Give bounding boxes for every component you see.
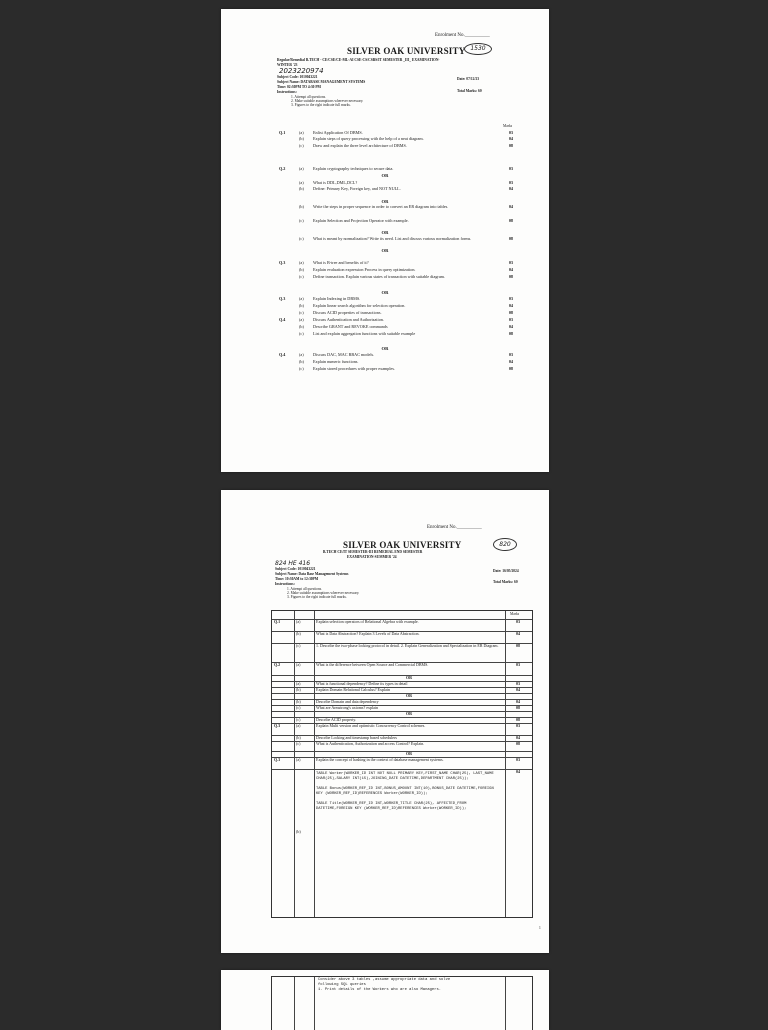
question-text: Explain Domain Relational Calculus? Explain: [316, 687, 390, 692]
exam-header-line-2: EXAMINATION-SUMMER '24: [347, 555, 397, 559]
question-table: [271, 610, 533, 918]
marks-header: Marks: [510, 612, 520, 616]
question-marks: 03: [516, 723, 520, 728]
question-marks: 03: [508, 317, 513, 322]
question-part: (c): [296, 717, 301, 722]
question-marks: 08: [508, 236, 513, 241]
question-part: (c): [299, 310, 304, 315]
question-marks: 04: [508, 324, 513, 329]
question-marks: 03: [508, 260, 513, 265]
question-marks: 03: [508, 166, 513, 171]
marks-header: Marks: [503, 124, 513, 128]
question-text: 1. Describe the two-phase locking protocol in detail. 2. Explain Generalization and Specialization in ER Diagram.: [316, 643, 499, 648]
instruction-3: 3. Figures to the right indicate full marks.: [287, 595, 347, 599]
question-marks: 08: [508, 331, 513, 336]
sql-table-definitions: [316, 772, 502, 818]
question-part: (a): [299, 130, 304, 135]
question-part: (c): [299, 236, 304, 241]
or-separator: OR: [381, 248, 389, 253]
question-number: Q.3: [279, 260, 286, 265]
question-part: (b): [299, 267, 304, 272]
or-separator: OR: [381, 173, 389, 178]
question-text: What is DDL,DML,DCL?: [313, 180, 358, 185]
question-marks: 03: [516, 681, 520, 686]
question-marks: 04: [508, 359, 513, 364]
question-text: OR: [406, 711, 412, 716]
question-part: (c): [299, 274, 304, 279]
question-number: Q.3: [279, 296, 286, 301]
question-text: Describe Domain and data dependency: [316, 699, 379, 704]
question-marks: 03: [508, 180, 513, 185]
question-text: Explain stored procedures with proper examples.: [313, 366, 396, 371]
instruction-2: 2. Make suitable assumptions wherever necessary.: [287, 591, 360, 595]
subject-code: Subject Code: 1010043221: [275, 567, 316, 571]
question-text: Enlist Application Of DBMS.: [313, 130, 363, 135]
sql-table-definition: TABLE Bonus(WORKER_REF_ID INT,BONUS_AMOUNT INT(10),BONUS_DATE DATETIME,FOREIGN KEY (WORKER_REF_ID)REFERENCES Worker(WORKER_ID));: [316, 787, 494, 796]
question-part: (b): [296, 631, 301, 636]
question-marks: 08: [516, 705, 520, 710]
question-text: Explain the concept of hashing in the context of database management systems.: [316, 757, 444, 762]
subject-name: Subject Name: DATABASE MANAGEMENT SYSTEMS: [277, 80, 366, 84]
question-text: What is B-tree and benefits of it?: [313, 260, 369, 265]
sql-table-definition: TABLE Worker(WORKER_ID INT NOT NULL PRIMARY KEY,FIRST_NAME CHAR(25), LAST_NAME CHAR(25),SALARY INT(15),JOINING_DATE DATETIME,DEPARTMENT CHAR(25));: [316, 772, 494, 781]
question-part: (b): [296, 687, 301, 692]
university-name: SILVER OAK UNIVERSITY: [343, 540, 462, 550]
enrollment-label: Enrolment No.__________: [435, 33, 490, 38]
or-separator: OR: [381, 230, 389, 235]
exam-time: Time: 02:30PM TO 4:30 PM: [277, 85, 321, 89]
exam-paper-winter-23: [221, 9, 549, 472]
total-marks: Total Marks: 60: [493, 580, 518, 584]
question-text: Explain linear search algorithm for selection operation.: [313, 303, 406, 308]
exam-title-line: Regular/Remedial B.TECH - CE/CSE/CE-ML-AI CSE-CS/CSBS/IT SEMESTER _III_ EXAMINATION-: [277, 58, 440, 62]
question-number: Q.3: [274, 723, 281, 728]
question-part: (a): [299, 352, 304, 357]
question-text: Explain Selection and Projection Operator with example.: [313, 218, 409, 223]
enrollment-label: Enrolment No.__________: [427, 525, 482, 530]
question-row: [279, 187, 519, 199]
question-part: (a): [296, 681, 301, 686]
question-number: Q.2: [274, 662, 281, 667]
question-text: OR: [406, 675, 412, 680]
question-marks: 03: [508, 296, 513, 301]
question-text: What is Authentication, Authorization and access Control? Explain.: [316, 741, 425, 746]
question-part: (b): [296, 735, 301, 740]
exam-date: Date: 16/05/2024: [493, 569, 519, 573]
question-text: OR: [406, 693, 412, 698]
question-row: [272, 643, 532, 654]
question-marks: 08: [508, 310, 513, 315]
question-text: Write the steps in proper sequence in order to convert an ER diagram into tables.: [313, 204, 449, 209]
question-number: Q.4: [279, 352, 286, 357]
question-text: Draw and explain the three level architecture of DBMS.: [313, 143, 407, 148]
question-marks: 08: [508, 143, 513, 148]
question-part: (a): [296, 723, 301, 728]
question-row: [272, 757, 532, 768]
instruction-2: 2. Make suitable assumptions wherever necessary.: [291, 99, 364, 103]
question-part: (a): [299, 296, 304, 301]
question-text: Explain steps of query processing with the help of a neat diagram.: [313, 136, 424, 141]
question-marks: 04: [516, 769, 520, 774]
or-separator: OR: [381, 199, 389, 204]
question-text: What is the difference between Open Source and Commercial DBMS.: [316, 662, 429, 667]
page-number: 1: [539, 926, 541, 930]
question-text: What is functional dependency? Define its types in detail: [316, 681, 408, 686]
total-marks: Total Marks: 60: [457, 89, 482, 93]
question-text: What are Armstrong's axioms? explain: [316, 705, 379, 710]
question-part: (b): [299, 359, 304, 364]
instructions-label: Instructions:: [277, 90, 297, 94]
question-text: OR: [406, 751, 412, 756]
question-marks: 03: [516, 619, 520, 624]
handwritten-circle-note: 1530: [464, 43, 492, 55]
handwritten-number: 2023220974: [279, 67, 324, 75]
question-number: Q.4: [279, 317, 286, 322]
question-part: (c): [296, 643, 301, 648]
instructions-label: Instructions:: [275, 582, 295, 586]
exam-header-line-1: B.TECH CE/IT SEMESTER-III REMEDIAL END SEMESTER: [323, 550, 423, 554]
question-part: (c): [296, 705, 301, 710]
question-text: List and explain aggregation functions with suitable example: [313, 331, 416, 336]
sql-table-definition: TABLE Title(WORKER_REF_ID INT,WORKER_TITLE CHAR(25), AFFECTED_FROM DATETIME,FOREIGN KEY (WORKER_REF_ID)REFERENCES Worker(WORKER_ID));: [316, 802, 467, 811]
question-marks: 03: [508, 352, 513, 357]
question-part: (a): [299, 180, 304, 185]
question-text: Explain evaluation expression Process in query optimization.: [313, 267, 416, 272]
exam-paper-page-2-partial: [221, 970, 549, 1030]
question-part: (b): [299, 324, 304, 329]
question-marks: 03: [516, 757, 520, 762]
question-marks: 04: [508, 136, 513, 141]
instruction-1: 1. Attempt all questions.: [291, 95, 327, 99]
handwritten-circle-note: 820: [493, 538, 517, 551]
question-part: (a): [296, 757, 301, 762]
question-row: [272, 723, 532, 734]
question-marks: 03: [508, 130, 513, 135]
question-text: What is meant by normalization? Write its need. List and discuss various normalization forms.: [313, 236, 472, 241]
sql-question-row: [272, 769, 532, 918]
question-marks: 04: [508, 303, 513, 308]
question-part: (b): [299, 303, 304, 308]
question-text: Explain Indexing in DBMS.: [313, 296, 361, 301]
question-number: Q.2: [279, 166, 286, 171]
instruction-1: 1. Attempt all questions.: [287, 587, 323, 591]
question-marks: 04: [516, 699, 520, 704]
question-part: (a): [299, 260, 304, 265]
question-marks: 08: [516, 741, 520, 746]
question-marks: 08: [516, 717, 520, 722]
subject-name: Subject Name: Data Base Management Systems: [275, 572, 349, 576]
question-text: Describe ACID property.: [316, 717, 357, 722]
exam-date: Date: 07/12/23: [457, 77, 480, 81]
question-text: Describe GRANT and REVOKE commands: [313, 324, 388, 329]
exam-time: Time: 10:30AM to 12:30PM: [275, 577, 319, 581]
question-part: (a): [299, 166, 304, 171]
exam-paper-summer-24: [221, 490, 549, 953]
question-text: Describe Locking and timestamp based schedulers: [316, 735, 397, 740]
question-row: [272, 662, 532, 673]
subject-code: Subject Code: 1010043221: [277, 75, 318, 79]
continuation-line-3: 1. Print details of the Workers who are also Managers.: [318, 988, 442, 992]
question-part: (b): [299, 204, 304, 209]
or-separator: OR: [381, 290, 389, 295]
question-marks: 04: [508, 267, 513, 272]
question-part: (c): [299, 331, 304, 336]
question-row: [279, 367, 519, 379]
question-text: Explain cryptography techniques to secure data.: [313, 166, 394, 171]
question-marks: 04: [508, 204, 513, 209]
question-marks: 08: [508, 366, 513, 371]
question-text: Discuss ACID properties of transactions.: [313, 310, 382, 315]
instruction-3: 3. Figures to the right indicate full marks.: [291, 103, 351, 107]
question-text: Explain selection operators of Relational Algebra with example.: [316, 619, 419, 624]
question-part: (a): [299, 317, 304, 322]
question-part: (b): [296, 829, 301, 834]
question-part: (c): [299, 218, 304, 223]
question-row: [279, 275, 519, 287]
exam-session: WINTER '23: [277, 63, 298, 67]
question-row: [279, 144, 519, 156]
question-marks: 04: [516, 735, 520, 740]
question-part: (b): [296, 699, 301, 704]
question-text: What is Data Abstraction? Explain 3 Levels of Data Abstraction.: [316, 631, 420, 636]
question-part: (a): [296, 619, 301, 624]
question-part: (c): [296, 741, 301, 746]
or-separator: OR: [381, 346, 389, 351]
question-marks: 04: [508, 186, 513, 191]
continuation-line-2: following SQL queries: [318, 983, 366, 987]
question-part: (b): [299, 186, 304, 191]
question-marks: 08: [508, 218, 513, 223]
question-marks: 04: [516, 687, 520, 692]
question-row: [279, 205, 519, 217]
question-part: (c): [299, 366, 304, 371]
question-number: Q.1: [274, 619, 281, 624]
question-part: (c): [299, 143, 304, 148]
university-name: SILVER OAK UNIVERSITY: [347, 46, 466, 56]
question-row: [272, 631, 532, 642]
continuation-line-1: Consider above 3 tables ,assume appropriate data and solve: [318, 978, 451, 982]
question-text: Discuss Authentication and Authorization.: [313, 317, 384, 322]
question-text: Discuss DAC, MAC RBAC models.: [313, 352, 375, 357]
question-row: [272, 619, 532, 630]
question-part: (b): [299, 136, 304, 141]
question-marks: 08: [508, 274, 513, 279]
question-text: Define transaction. Explain various states of transaction with suitable diagram.: [313, 274, 445, 279]
question-number: Q.3: [274, 757, 281, 762]
question-text: Define: Primary Key, Foreign key, and NOT NULL.: [313, 186, 401, 191]
question-marks: 04: [516, 631, 520, 636]
handwritten-code: 824 HE 416: [275, 560, 311, 567]
question-part: (a): [296, 662, 301, 667]
question-marks: 08: [516, 643, 520, 648]
question-text: Explain Multi version and optimistic Concurrency Control schemes.: [316, 723, 426, 728]
question-marks: 03: [516, 662, 520, 667]
question-text: Explain numeric functions.: [313, 359, 359, 364]
question-row: [279, 332, 519, 344]
question-number: Q.1: [279, 130, 286, 135]
